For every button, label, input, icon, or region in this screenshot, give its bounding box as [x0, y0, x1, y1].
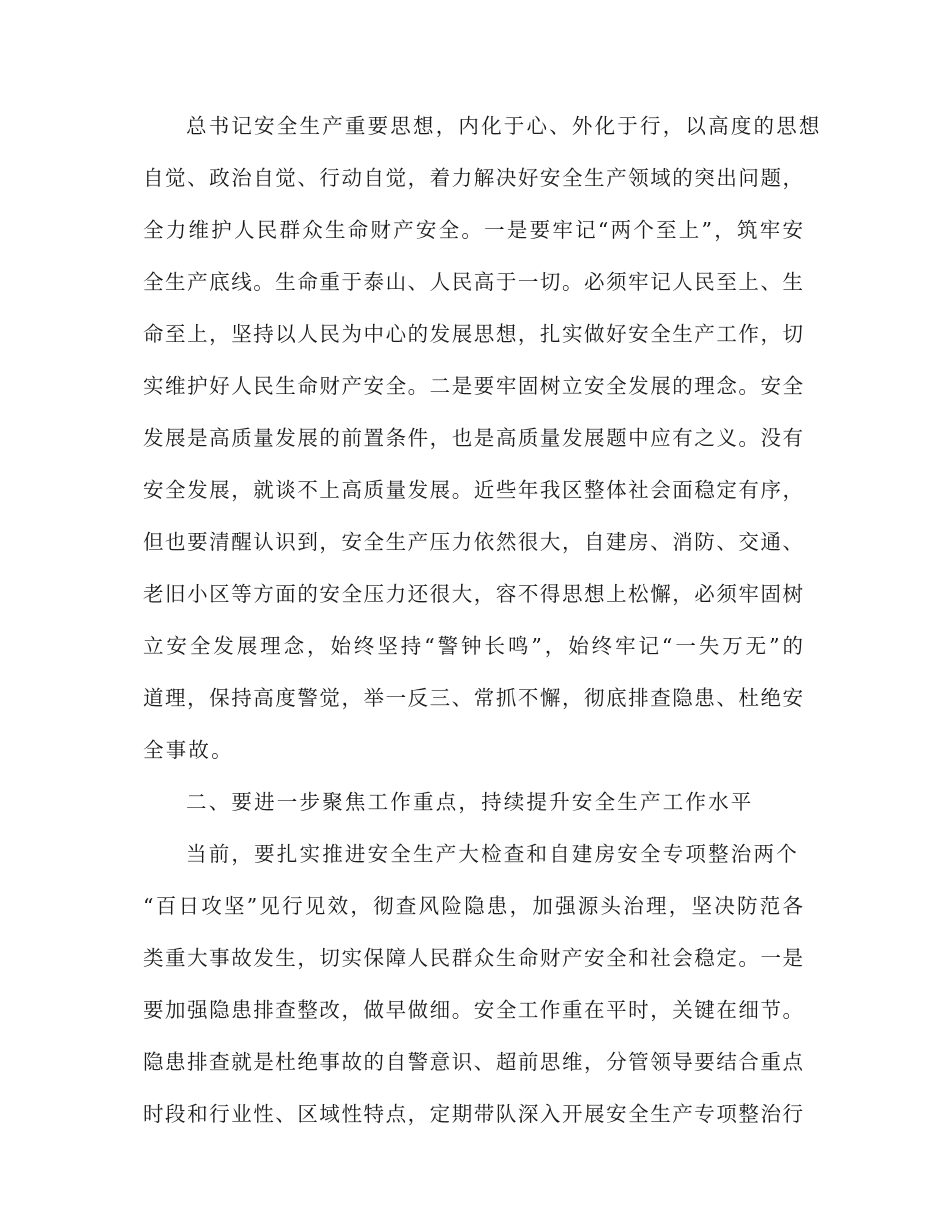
paragraph-line: “百日攻坚”见行见效，彻查风险隐患，加强源头治理，坚决防范各: [143, 894, 803, 918]
paragraph-line: 但也要清醒认识到，安全生产压力依然很大，自建房、消防、交通、: [143, 530, 803, 554]
paragraph-line: 隐患排查就是杜绝事故的自警意识、超前思维，分管领导要结合重点: [143, 1050, 803, 1074]
paragraph-line: 老旧小区等方面的安全压力还很大，容不得思想上松懈，必须牢固树: [143, 582, 803, 606]
paragraph-line: 总书记安全生产重要思想，内化于心、外化于行，以高度的思想: [186, 114, 822, 138]
paragraph-line: 类重大事故发生，切实保障人民群众生命财产安全和社会稳定。一是: [143, 946, 803, 970]
paragraph-line: 时段和行业性、区域性特点，定期带队深入开展安全生产专项整治行: [143, 1102, 803, 1126]
paragraph-line: 全事故。: [143, 738, 234, 762]
paragraph-line: 要加强隐患排查整改，做早做细。安全工作重在平时，关键在细节。: [143, 998, 803, 1022]
paragraph-line: 道理，保持高度警觉，举一反三、常抓不懈，彻底排查隐患、杜绝安: [143, 686, 803, 710]
paragraph-line: 实维护好人民生命财产安全。二是要牢固树立安全发展的理念。安全: [143, 374, 803, 398]
paragraph-line: 发展是高质量发展的前置条件，也是高质量发展题中应有之义。没有: [143, 426, 803, 450]
paragraph-line: 全力维护人民群众生命财产安全。一是要牢记“两个至上”，筑牢安: [143, 218, 803, 242]
section-heading: 二、要进一步聚焦工作重点，持续提升安全生产工作水平: [186, 790, 754, 814]
paragraph-line: 立安全发展理念，始终坚持“警钟长鸣”，始终牢记“一失万无”的: [143, 634, 803, 658]
paragraph-line: 命至上，坚持以人民为中心的发展思想，扎实做好安全生产工作，切: [143, 322, 803, 346]
paragraph-line: 安全发展，就谈不上高质量发展。近些年我区整体社会面稳定有序，: [143, 478, 803, 502]
paragraph-line: 当前，要扎实推进安全生产大检查和自建房安全专项整治两个: [186, 842, 799, 866]
paragraph-line: 自觉、政治自觉、行动自觉，着力解决好安全生产领域的突出问题，: [143, 166, 803, 190]
paragraph-line: 全生产底线。生命重于泰山、人民高于一切。必须牢记人民至上、生: [143, 270, 803, 294]
